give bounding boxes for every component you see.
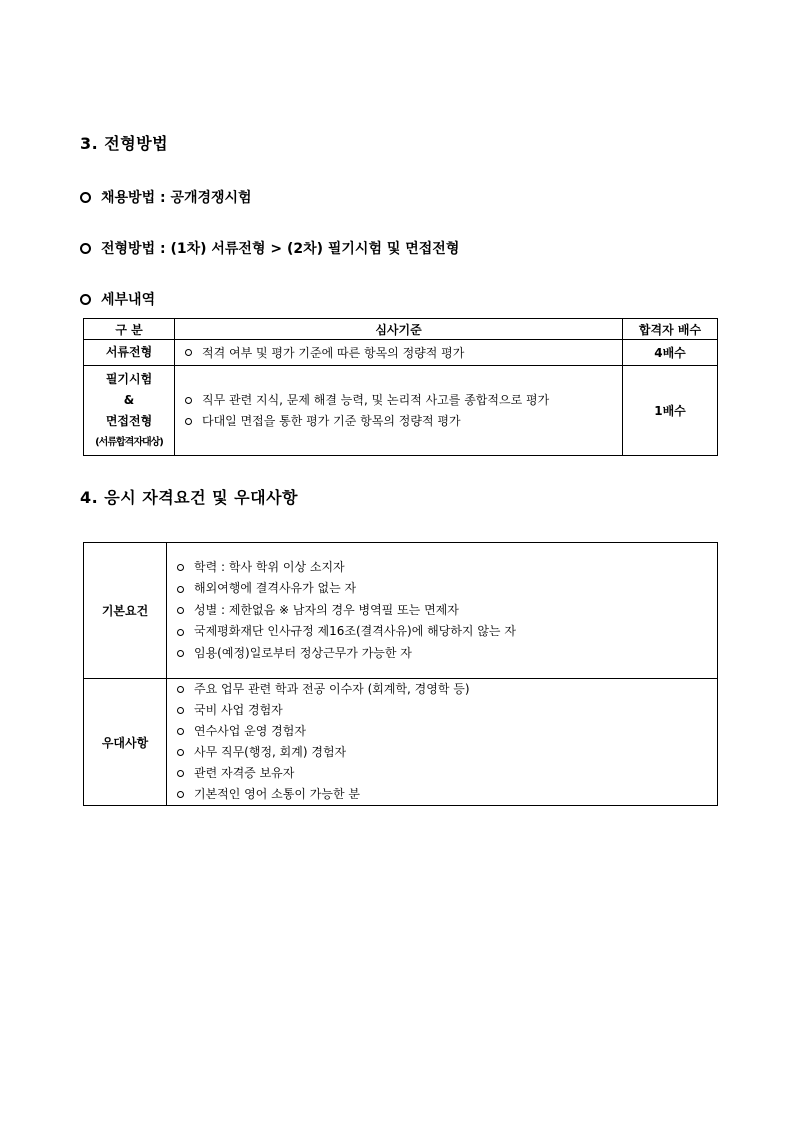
row-category: 기본요건: [84, 543, 167, 679]
list-item: [185, 344, 622, 361]
recruitment-method-text: 채용방법 : 공개경쟁시험: [101, 190, 252, 206]
list-item: [177, 784, 717, 805]
category-text: 필기시험: [105, 371, 153, 386]
preference-text: 관련 자격증 보유자: [194, 766, 295, 780]
preference-text: 주요 업무 관련 학과 전공 이수자 (회계학, 경영학 등): [194, 682, 470, 696]
row-multiple: 4배수: [623, 340, 718, 366]
list-item: [185, 390, 622, 411]
table-row: [84, 679, 718, 806]
list-item: [177, 643, 717, 665]
criteria-text: 적격 여부 및 평가 기준에 따른 항목의 정량적 평가: [202, 346, 465, 360]
screening-method-line: [80, 238, 459, 258]
details-text: 세부내역: [101, 292, 156, 308]
table-header-row: [84, 319, 718, 340]
list-item: [177, 679, 717, 700]
list-item: [177, 621, 717, 643]
row-criteria: [175, 340, 623, 366]
circle-bullet-icon: [185, 418, 192, 425]
list-item: [177, 557, 717, 579]
row-category: [84, 366, 175, 456]
screening-method-text: 전형방법 : (1차) 서류전형 > (2차) 필기시험 및 면접전형: [101, 241, 460, 257]
list-item: [177, 578, 717, 600]
recruitment-method-line: [80, 187, 252, 207]
circle-bullet-icon: [177, 650, 184, 657]
screening-details-table: [83, 318, 718, 456]
header-multiple: 합격자 배수: [623, 319, 718, 340]
table-row: [84, 543, 718, 679]
circle-bullet-icon: [177, 586, 184, 593]
row-category: 우대사항: [84, 679, 167, 806]
list-item: [185, 411, 622, 432]
circle-bullet-icon: [80, 243, 91, 254]
requirement-text: 학력 : 학사 학위 이상 소지자: [194, 559, 345, 574]
circle-bullet-icon: [177, 607, 184, 614]
circle-bullet-icon: [177, 770, 184, 777]
row-multiple: 1배수: [623, 366, 718, 456]
table-row: [84, 366, 718, 456]
list-item: [177, 742, 717, 763]
category-text: 면접전형: [105, 413, 153, 428]
circle-bullet-icon: [80, 294, 91, 305]
table-row: [84, 340, 718, 366]
qualifications-table: [83, 542, 718, 806]
section-3-title: 3. 전형방법: [80, 134, 169, 153]
preference-text: 연수사업 운영 경험자: [194, 724, 306, 738]
circle-bullet-icon: [177, 564, 184, 571]
circle-bullet-icon: [177, 749, 184, 756]
circle-bullet-icon: [185, 397, 192, 404]
list-item: [177, 763, 717, 784]
circle-bullet-icon: [80, 192, 91, 203]
row-criteria: [175, 366, 623, 456]
list-item: [177, 721, 717, 742]
preference-text: 국비 사업 경험자: [194, 703, 283, 717]
header-category: 구 분: [84, 319, 175, 340]
preference-text: 기본적인 영어 소통이 가능한 분: [194, 787, 360, 801]
row-category: [84, 340, 175, 366]
requirement-text: 성별 : 제한없음 ※ 남자의 경우 병역필 또는 면제자: [194, 602, 459, 617]
category-text: &: [123, 392, 135, 407]
circle-bullet-icon: [177, 707, 184, 714]
circle-bullet-icon: [177, 686, 184, 693]
circle-bullet-icon: [185, 349, 192, 356]
list-item: [177, 600, 717, 622]
requirement-text: 임용(예정)일로부터 정상근무가 가능한 자: [194, 645, 412, 660]
circle-bullet-icon: [177, 629, 184, 636]
preference-text: 사무 직무(행정, 회계) 경험자: [194, 745, 347, 759]
requirement-text: 해외여행에 결격사유가 없는 자: [194, 581, 357, 596]
row-items: [167, 543, 718, 679]
category-text: 서류전형: [105, 345, 153, 359]
header-criteria: 심사기준: [175, 319, 623, 340]
list-item: [177, 700, 717, 721]
circle-bullet-icon: [177, 728, 184, 735]
category-note: (서류합격자대상): [95, 436, 163, 448]
criteria-text: 다대일 면접을 통한 평가 기준 항목의 정량적 평가: [202, 413, 461, 428]
row-items: [167, 679, 718, 806]
section-4-title: 4. 응시 자격요건 및 우대사항: [80, 488, 299, 507]
requirement-text: 국제평화재단 인사규정 제16조(결격사유)에 해당하지 않는 자: [194, 624, 516, 639]
details-line: [80, 289, 155, 309]
circle-bullet-icon: [177, 791, 184, 798]
criteria-text: 직무 관련 지식, 문제 해결 능력, 및 논리적 사고를 종합적으로 평가: [202, 392, 550, 407]
